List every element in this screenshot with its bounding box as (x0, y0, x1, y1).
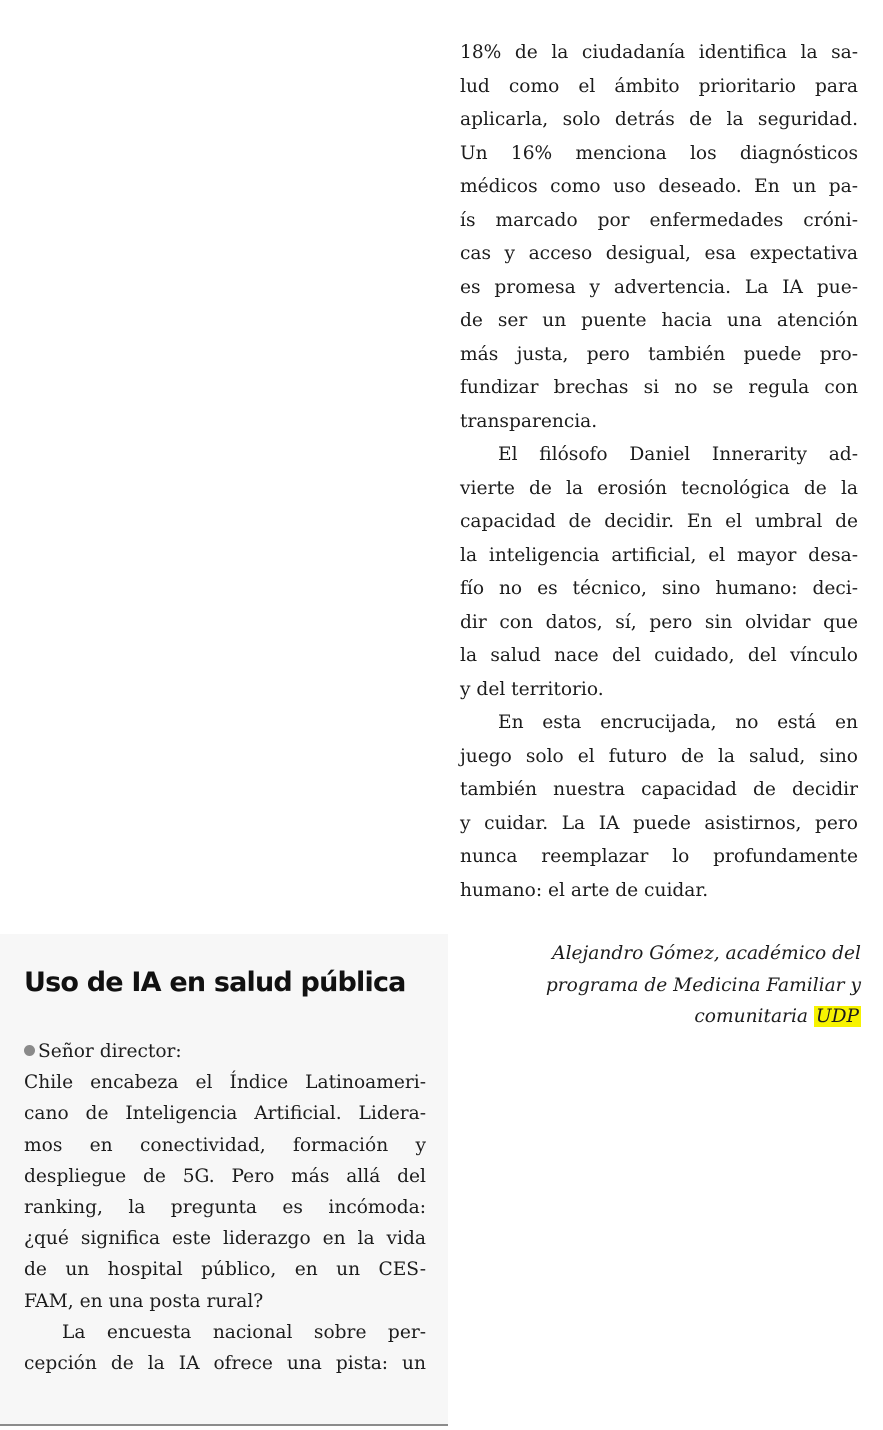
text-line: humano: el arte de cuidar. (460, 879, 709, 901)
text-line: ranking, la pregunta es incómoda: (24, 1197, 426, 1219)
text-line: y cuidar. La IA puede asistirnos, pero (460, 812, 858, 834)
text-line: la inteligencia artificial, el mayor desa- (460, 544, 858, 566)
text-line: despliegue de 5G. Pero más allá del (24, 1165, 426, 1187)
signature-line: programa de Medicina Familiar y (545, 974, 861, 996)
text-line: En esta encrucijada, no está en (498, 712, 858, 733)
highlighted-institution: UDP (815, 1006, 859, 1027)
text-line: Chile encabeza el Índice Latinoameri- (24, 1072, 426, 1094)
text-line: también nuestra capacidad de decidir (460, 779, 858, 800)
signature-line: Alejandro Gómez, académico del (552, 943, 861, 964)
text-line: aplicarla, solo detrás de la seguridad. (460, 109, 858, 130)
left-paragraph-2 (24, 1317, 426, 1379)
text-line: Un 16% menciona los diagnósticos (460, 142, 858, 164)
text-line: FAM, en una posta rural? (24, 1290, 264, 1312)
text-line: la salud nace del cuidado, del vínculo (460, 645, 858, 666)
letter-headline: Uso de IA en salud pública (24, 967, 406, 998)
right-paragraph-2 (460, 438, 858, 706)
text-line: ís marcado por enfermedades cróni- (460, 209, 858, 231)
text-line: fío no es técnico, sino humano: deci- (460, 578, 858, 599)
text-line: más justa, pero también puede pro- (460, 343, 858, 365)
text-line: cano de Inteligencia Artificial. Lidera- (24, 1103, 426, 1125)
letter-continuation-column (460, 36, 858, 907)
right-paragraph-1 (460, 36, 858, 438)
text-line: y del territorio. (460, 678, 604, 700)
text-line: médicos como uso deseado. En un pa- (460, 176, 858, 197)
text-line: fundizar brechas si no se regula con (460, 377, 858, 398)
text-line: vierte de la erosión tecnológica de la (460, 477, 858, 499)
text-line: dir con datos, sí, pero sin olvidar que (460, 611, 858, 633)
bullet-icon (24, 1045, 35, 1056)
text-line: de un hospital público, en un CES- (24, 1259, 426, 1281)
signature-line (441, 1001, 861, 1033)
text-line: ¿qué significa este liderazgo en la vida (24, 1228, 426, 1250)
text-line: cas y acceso desigual, esa expectativa (460, 243, 858, 264)
text-line: La encuesta nacional sobre per- (62, 1321, 426, 1343)
letter-start-column (0, 934, 448, 1424)
text-line: transparencia. (460, 410, 598, 432)
text-line: 18% de la ciudadanía identifica la sa- (460, 42, 858, 63)
text-line: cepción de la IA ofrece una pista: un (24, 1353, 426, 1375)
text-line: juego solo el futuro de la salud, sino (460, 745, 858, 767)
text-line: mos en conectividad, formación y (24, 1134, 426, 1156)
text-line: El filósofo Daniel Innerarity ad- (498, 444, 858, 465)
left-paragraph-1 (24, 1067, 426, 1317)
salutation-text: Señor director: (38, 1041, 182, 1062)
text-line: nunca reemplazar lo profundamente (460, 846, 858, 867)
text-line: capacidad de decidir. En el umbral de (460, 511, 858, 532)
column-bottom-rule (0, 1424, 448, 1426)
signature-affiliation: comunitaria (694, 1006, 808, 1027)
right-paragraph-3 (460, 706, 858, 907)
salutation (24, 1036, 426, 1067)
letter-signature (441, 938, 861, 1033)
text-line: es promesa y advertencia. La IA pue- (460, 276, 858, 298)
text-line: lud como el ámbito prioritario para (460, 75, 858, 97)
text-line: de ser un puente hacia una atención (460, 310, 858, 331)
